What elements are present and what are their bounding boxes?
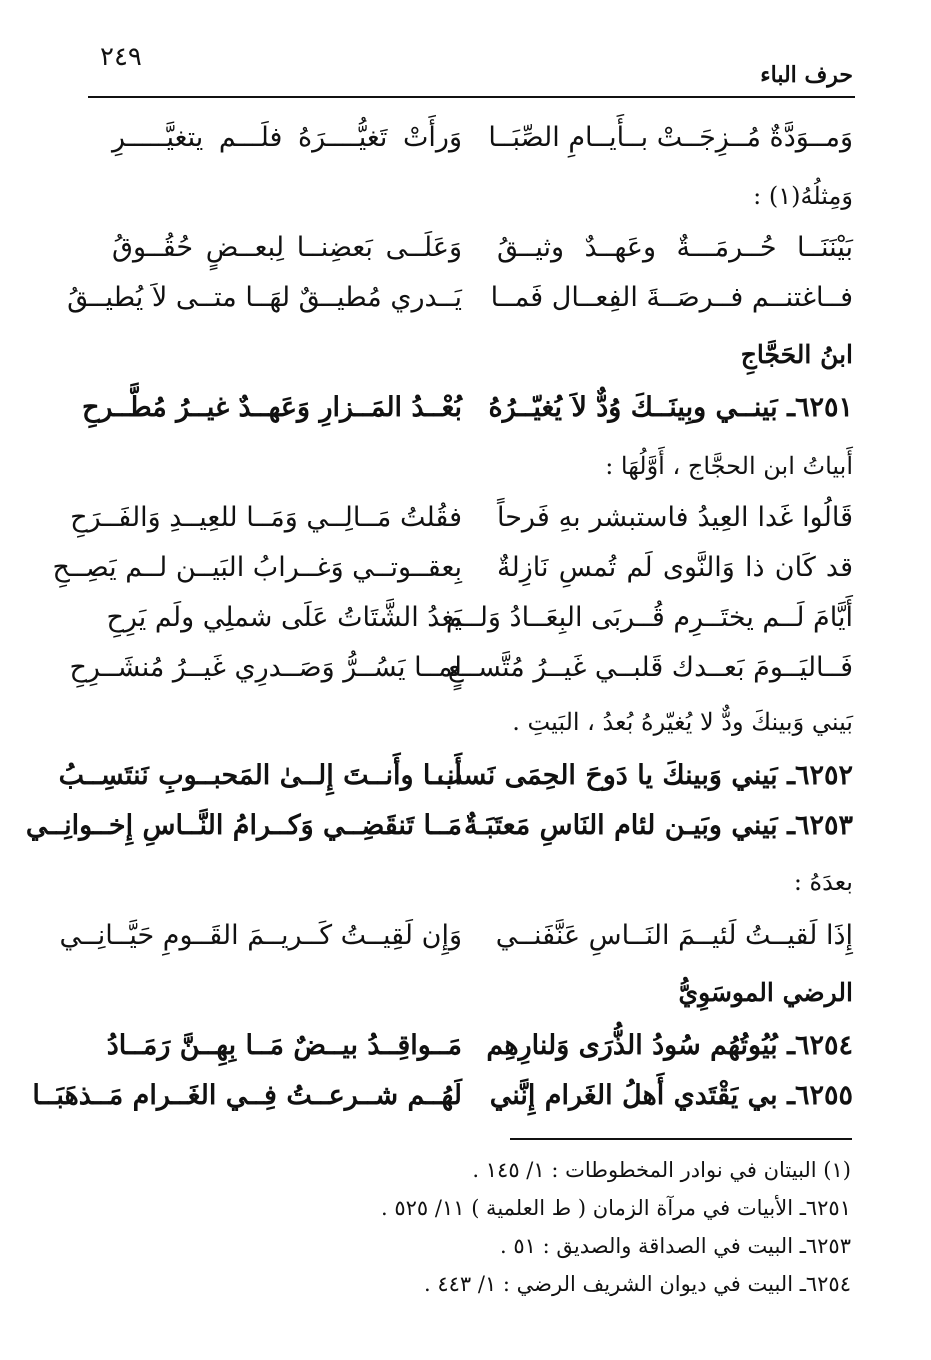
verse-second-hemistich: يَغدُ الشَّتَاتُ عَلَى شملِي ولَم يَرِحِ: [106, 602, 462, 633]
header-rule: [88, 96, 855, 98]
verse-second-hemistich: فقُلتُ مَــالِــي وَمَــا للعِيــدِ وَالفَــرَحِ: [70, 502, 462, 533]
footnote: ٦٢٥١ـ الأبيات في مرآة الزمان ( ط العلمية ) ١١/ ٥٢٥ .: [380, 1196, 851, 1220]
verse-second-hemistich: لَهُــم شــرعــتُ فِــي الغَــرام مَــذهَبَــا: [32, 1080, 462, 1111]
verse-first-hemistich: ٦٢٥٢ـ بَيني وَبينكَ يا دَوحَ الحِمَى نَسب: [437, 760, 853, 791]
verse-first-hemistich: ٦٢٥٣ـ بَيني وبَيـن لئام النَاسِ مَعتَبَـةٌ: [464, 810, 853, 841]
footnote: (١) البيتان في نوادر المخطوطات : ١/ ١٤٥ .: [472, 1158, 851, 1182]
verse-first-hemistich: قَالُوا غَدا العِيدُ فاستبشر بهِ فَرحاً: [497, 502, 853, 533]
prose-line: بَيني وَبينكَ ودٌّ لا يُغيّرهُ بُعدُ ، البَيتِ .: [512, 708, 853, 736]
footnote-rule: [510, 1138, 852, 1140]
verse-second-hemistich: وَإِن لَقِيــتُ كَــريــمَ القَــومِ حَيَّــانِــي: [59, 920, 462, 951]
verse-second-hemistich: بُعْــدُ المَــزارِ وَعَهــدٌ غيــرُ مُطَّــرحِ: [81, 392, 462, 423]
verse-second-hemistich: وَعَلَــى بَعضِنــا لِبعــضٍ حُقُــوقُ: [112, 232, 462, 263]
verse-first-hemistich: وَمــوَدَّةٌ مُــزِجَــتْ بــأَيــامِ الصِّبَــا: [488, 122, 853, 153]
footnote: ٦٢٥٣ـ البيت في الصداقة والصديق : ٥١ .: [500, 1234, 851, 1258]
verse-first-hemistich: أَيَّامَ لَــم يختَــرِم قُــربَى البِعَــادُ وَلــم: [445, 602, 853, 633]
chapter-title: حرف الباء: [760, 62, 853, 88]
page-number: ٢٤٩: [100, 42, 142, 72]
verse-first-hemistich: إِذَا لَقيــتُ لَئيــمَ النَــاسِ عَنَّفَنــي: [495, 920, 853, 951]
verse-second-hemistich: أَنــا وأَنــتَ إِلــىٰ المَحبــوبِ نَنتَسِــبُ: [58, 760, 462, 791]
verse-first-hemistich: ٦٢٥١ـ بَينــي وبِينَــكَ وُدٌّ لاَ يُغيّــرُهُ: [488, 392, 853, 423]
prose-line: أَبياتُ ابن الحجَّاج ، أَوَّلُهَا :: [605, 452, 853, 480]
poet-heading: الرضي الموسَوِيُّ: [678, 978, 853, 1007]
verse-second-hemistich: مَــواقِــدُ بيــضٌ مَــا بِهِــنَّ رَمَــادُ: [106, 1030, 462, 1061]
verse-first-hemistich: ٦٢٥٥ـ بي يَقْتَدي أَهلُ الغَرام إِنَّني: [489, 1080, 853, 1111]
verse-second-hemistich: وَرأَتْ تَغيُّــــرَهُ فلَـــم يتغيَّـــــرِ: [112, 122, 462, 153]
footnote: ٦٢٥٤ـ البيت في ديوان الشريف الرضي : ١/ ٤٤٣ .: [424, 1272, 851, 1296]
verse-first-hemistich: بَيْنَنَــا حُــرمَـــةٌ وعَهــدٌ وثيــقُ: [497, 232, 853, 263]
verse-first-hemistich: قد كَان ذا وَالنَّوى لَم تُمسِ نَازِلةٌ: [497, 552, 853, 583]
verse-first-hemistich: فَــاليَــومَ بَعــدك قَلبــي غَيــرُ مُتَّســعٍ: [447, 652, 853, 683]
verse-second-hemistich: بِعقــوتــي وَغــرابُ البَيــن لــم يَصِــحِ: [52, 552, 462, 583]
verse-first-hemistich: فــاغتنــم فــرصَــةَ الفِعــال فَمــا: [490, 282, 853, 313]
verse-second-hemistich: لمــا يَسُــرُّ وَصَــدرِي غَيــرُ مُنشَــرِحِ: [69, 652, 462, 683]
verse-second-hemistich: مَــا تَنقَضِــي وَكــرامُ النَّــاسِ إِخــوانِــي: [25, 810, 462, 841]
verse-first-hemistich: ٦٢٥٤ـ بُيُوتُهُم سُودُ الذُّرَى وَلنارِهِم: [486, 1030, 853, 1061]
verse-second-hemistich: يَــدري مُطيــقٌ لهَــا متــى لاَ يُطيــقُ: [67, 282, 462, 313]
prose-line: وَمِثلُهُ(١) :: [753, 182, 853, 210]
poet-heading: ابنُ الحَجَّاجِ: [740, 340, 853, 369]
prose-line: بعدَهُ :: [793, 868, 853, 896]
